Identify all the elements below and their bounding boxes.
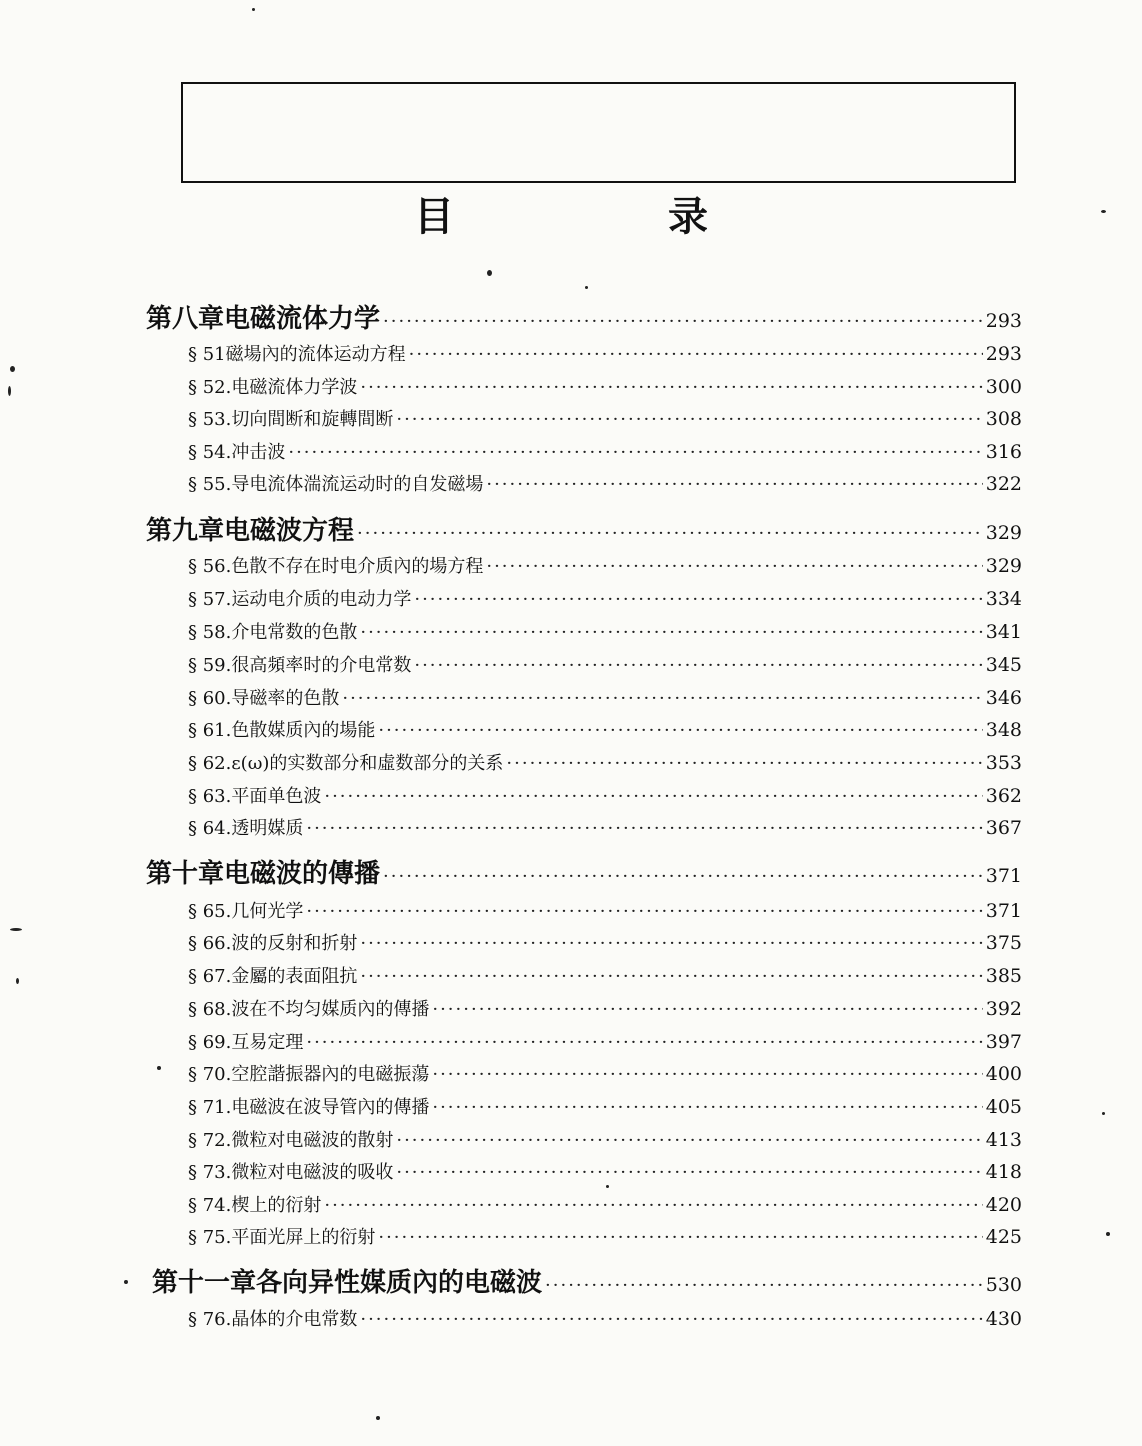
chapter-number: 第九章: [146, 516, 225, 546]
toc-section-51[interactable]: [188, 340, 1022, 366]
page-number: 405: [985, 1096, 1022, 1118]
section-title: 介电常数的色散: [231, 622, 358, 643]
dot-leader: [383, 311, 983, 332]
section-number: § 59.: [188, 655, 232, 676]
dot-leader: [432, 1097, 982, 1118]
page-number: 371: [985, 865, 1022, 887]
section-title: 磁場內的流体运动方程: [225, 344, 406, 365]
section-number: § 60.: [188, 688, 232, 709]
dot-leader: [486, 556, 982, 577]
toc-section-59[interactable]: [188, 651, 1022, 677]
scan-speck: [8, 386, 11, 396]
section-number: § 72.: [188, 1130, 232, 1151]
section-title: 色散不存在时电介质內的場方程: [231, 556, 484, 577]
scan-speck: [10, 366, 15, 372]
section-title: 平面光屏上的衍射: [231, 1227, 376, 1248]
dot-leader: [486, 474, 982, 495]
page-number: 430: [985, 1308, 1022, 1330]
toc-section-69[interactable]: [188, 1028, 1022, 1054]
chapter-number: 第八章: [146, 304, 225, 334]
section-number: § 62.: [188, 753, 232, 774]
section-number: § 67.: [188, 966, 232, 987]
header-frame: [181, 82, 1016, 183]
dot-leader: [360, 1309, 982, 1330]
scan-speck: [10, 928, 22, 931]
section-number: § 70.: [188, 1064, 232, 1085]
chapter-title: 各向异性媒质內的电磁波: [256, 1268, 543, 1298]
dot-leader: [306, 818, 982, 839]
toc-section-74[interactable]: [188, 1191, 1022, 1217]
page-number: 530: [985, 1274, 1022, 1296]
dot-leader: [357, 523, 983, 544]
section-number: § 66.: [188, 933, 232, 954]
section-title: 导磁率的色散: [231, 688, 340, 709]
toc-section-68[interactable]: [188, 995, 1022, 1021]
page-number: 316: [985, 441, 1022, 463]
toc-section-71[interactable]: [188, 1093, 1022, 1119]
scan-speck: [1106, 1232, 1110, 1236]
chapter-number: 第十章: [146, 859, 225, 889]
dot-leader: [414, 655, 982, 676]
section-title: 微粒对电磁波的散射: [231, 1130, 394, 1151]
dot-leader: [378, 1227, 982, 1248]
section-number: § 68.: [188, 999, 232, 1020]
scan-speck: [16, 978, 19, 984]
page-number: 334: [985, 588, 1022, 610]
dot-leader: [432, 999, 982, 1020]
section-title: 电磁波在波导管內的傳播: [231, 1097, 430, 1118]
section-number: § 76.: [188, 1309, 232, 1330]
section-number: § 58.: [188, 622, 232, 643]
dot-leader: [306, 1032, 982, 1053]
scan-speck: [606, 1185, 609, 1188]
page-number: 397: [985, 1031, 1022, 1053]
scan-speck: [124, 1280, 128, 1284]
section-title: 切向間断和旋轉間断: [231, 409, 394, 430]
toc-section-53[interactable]: [188, 405, 1022, 431]
scan-speck: [252, 8, 255, 11]
toc-section-55[interactable]: [188, 470, 1022, 496]
page-number: 345: [985, 654, 1022, 676]
section-title: 运动电介质的电动力学: [231, 589, 412, 610]
section-title: 平面单色波: [231, 786, 322, 807]
section-number: § 73.: [188, 1162, 232, 1183]
section-number: § 69.: [188, 1032, 232, 1053]
toc-section-62[interactable]: [188, 749, 1022, 775]
page-number: 375: [985, 932, 1022, 954]
page-number: 371: [985, 900, 1022, 922]
toc-section-72[interactable]: [188, 1126, 1022, 1152]
toc-section-56[interactable]: [188, 552, 1022, 578]
section-title: 冲击波: [231, 442, 286, 463]
page-number: 341: [985, 621, 1022, 643]
section-number: § 53.: [188, 409, 232, 430]
dot-leader: [378, 720, 982, 741]
section-title: 互易定理: [231, 1032, 304, 1053]
section-title: 电磁流体力学波: [231, 377, 358, 398]
toc-section-65[interactable]: [188, 897, 1022, 923]
page-number: 425: [985, 1226, 1022, 1248]
section-number: § 75.: [188, 1227, 232, 1248]
page-number: 420: [985, 1194, 1022, 1216]
toc-section-52[interactable]: [188, 373, 1022, 399]
page-number: 293: [985, 343, 1022, 365]
toc-section-64[interactable]: [188, 814, 1022, 840]
chapter-title: 电磁波的傳播: [224, 859, 381, 889]
section-number: § 55.: [188, 474, 232, 495]
page-number: 322: [985, 473, 1022, 495]
dot-leader: [396, 1162, 982, 1183]
dot-leader: [324, 1195, 982, 1216]
toc-section-67[interactable]: [188, 962, 1022, 988]
toc-section-58[interactable]: [188, 618, 1022, 644]
section-number: § 65.: [188, 901, 232, 922]
page-number: 385: [985, 965, 1022, 987]
dot-leader: [432, 1064, 982, 1085]
section-number: § 63.: [188, 786, 232, 807]
scan-speck: [376, 1416, 380, 1420]
toc-section-57[interactable]: [188, 585, 1022, 611]
section-title: 楔上的衍射: [231, 1195, 322, 1216]
chapter-title: 电磁波方程: [224, 516, 355, 546]
dot-leader: [506, 753, 982, 774]
section-title: 导电流体湍流运动时的自发磁場: [231, 474, 484, 495]
scan-speck: [487, 270, 492, 276]
scan-speck: [1102, 1112, 1105, 1115]
toc-section-76[interactable]: [188, 1305, 1022, 1331]
toc-chapter-10[interactable]: [146, 853, 1022, 890]
dot-leader: [409, 344, 983, 365]
dot-leader: [545, 1275, 983, 1296]
scan-speck: [1101, 210, 1106, 213]
dot-leader: [342, 688, 982, 709]
dot-leader: [396, 1130, 982, 1151]
page-number: 300: [985, 376, 1022, 398]
toc-section-70[interactable]: [188, 1060, 1022, 1086]
section-title: 很高頻率时的介电常数: [231, 655, 412, 676]
page-number: 348: [985, 719, 1022, 741]
chapter-title: 电磁流体力学: [224, 304, 381, 334]
page-number: 346: [985, 687, 1022, 709]
page-number: 418: [985, 1161, 1022, 1183]
page-number: 293: [985, 310, 1022, 332]
toc-section-61[interactable]: [188, 716, 1022, 742]
section-number: § 71.: [188, 1097, 232, 1118]
section-title: 透明媒质: [231, 818, 304, 839]
toc-section-63[interactable]: [188, 782, 1022, 808]
dot-leader: [396, 409, 982, 430]
section-number: § 54.: [188, 442, 232, 463]
dot-leader: [360, 377, 982, 398]
dot-leader: [288, 442, 982, 463]
page-number: 413: [985, 1129, 1022, 1151]
section-number: § 57.: [188, 589, 232, 610]
section-title: 色散媒质內的場能: [231, 720, 376, 741]
page-number: 308: [985, 408, 1022, 430]
section-title: 空腔諧振器內的电磁振蕩: [231, 1064, 430, 1085]
page-number: 329: [985, 555, 1022, 577]
toc-section-73[interactable]: [188, 1158, 1022, 1184]
toc-chapter-11[interactable]: [152, 1262, 1022, 1299]
dot-leader: [360, 622, 982, 643]
section-number: § 51: [188, 344, 226, 365]
section-number: § 61.: [188, 720, 232, 741]
section-number: § 56.: [188, 556, 232, 577]
section-title: 微粒对电磁波的吸收: [231, 1162, 394, 1183]
dot-leader: [360, 933, 982, 954]
dot-leader: [383, 866, 983, 887]
section-number: § 52.: [188, 377, 232, 398]
dot-leader: [414, 589, 982, 610]
page-number: 367: [985, 817, 1022, 839]
page-number: 392: [985, 998, 1022, 1020]
page-title: 目 录: [414, 194, 808, 240]
section-title: 金屬的表面阻抗: [231, 966, 358, 987]
toc-section-66[interactable]: [188, 929, 1022, 955]
toc-section-60[interactable]: [188, 684, 1022, 710]
page-number: 362: [985, 785, 1022, 807]
scan-speck: [157, 1066, 161, 1070]
page-number: 329: [985, 522, 1022, 544]
dot-leader: [306, 901, 982, 922]
dot-leader: [324, 786, 982, 807]
section-number: § 64.: [188, 818, 232, 839]
section-number: § 74.: [188, 1195, 232, 1216]
toc-chapter-8[interactable]: [146, 298, 1022, 335]
page-number: 353: [985, 752, 1022, 774]
toc-chapter-9[interactable]: [146, 510, 1022, 547]
toc-section-75[interactable]: [188, 1223, 1022, 1249]
scan-speck: [585, 286, 588, 289]
section-title: ε(ω)的实数部分和虛数部分的关系: [231, 753, 504, 774]
page-number: 400: [985, 1063, 1022, 1085]
section-title: 晶体的介电常数: [231, 1309, 358, 1330]
section-title: 波在不均匀媒质內的傳播: [231, 999, 430, 1020]
section-title: 波的反射和折射: [231, 933, 358, 954]
toc-section-54[interactable]: [188, 438, 1022, 464]
dot-leader: [360, 966, 982, 987]
section-title: 几何光学: [231, 901, 304, 922]
chapter-number: 第十一章: [152, 1268, 257, 1298]
